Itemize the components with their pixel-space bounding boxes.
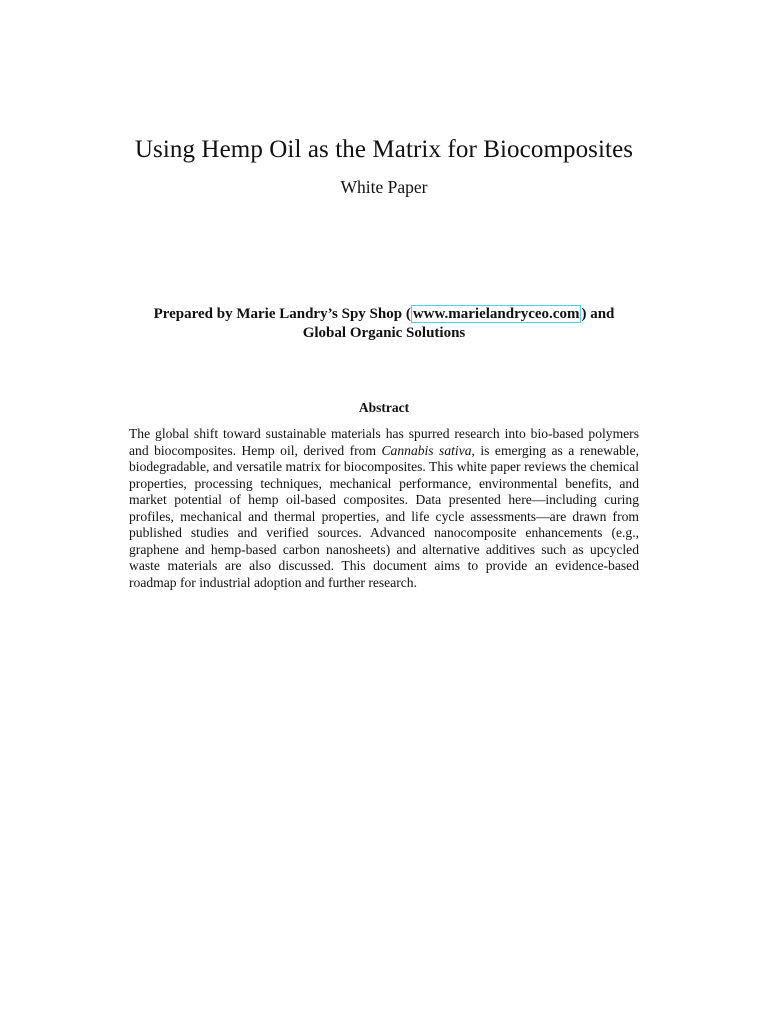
author-line2: Global Organic Solutions — [302, 325, 466, 341]
author-block — [90, 305, 678, 343]
abstract-italic-species: Cannabis sativa — [381, 442, 472, 458]
website-link[interactable]: www.marielandryceo.com — [412, 306, 580, 322]
document-subtitle: White Paper — [340, 177, 428, 197]
abstract-body — [129, 426, 639, 591]
abstract-part2: , is emerging as a renewable, biodegradable, and versatile matrix for biocomposites. This white paper reviews the chemical properties, processing techniques, mechanical performance, environmental benefits, and market potential of hemp oil-based composites. Data presented here—including curing profiles, mechanical and thermal properties, and life cycle assessments—are drawn from published studies and verified sources. Advanced nanocomposite enhancements (e.g., graphene and hemp-based carbon nanosheets) and alternative additives such as upcycled waste materials are also discussed. This document aims to provide an evidence-based roadmap for industrial adoption and further research. — [129, 442, 640, 590]
abstract-heading: Abstract — [358, 400, 410, 415]
author-prefix: Prepared by Marie Landry’s Spy Shop ( — [153, 306, 411, 322]
document-title: Using Hemp Oil as the Matrix for Biocomposites — [134, 136, 634, 163]
abstract-part1: The global shift toward sustainable materials has spurred research into bio-based polymers and biocomposites. Hemp oil, derived from — [129, 426, 639, 458]
author-middle: ) and — [581, 306, 615, 322]
